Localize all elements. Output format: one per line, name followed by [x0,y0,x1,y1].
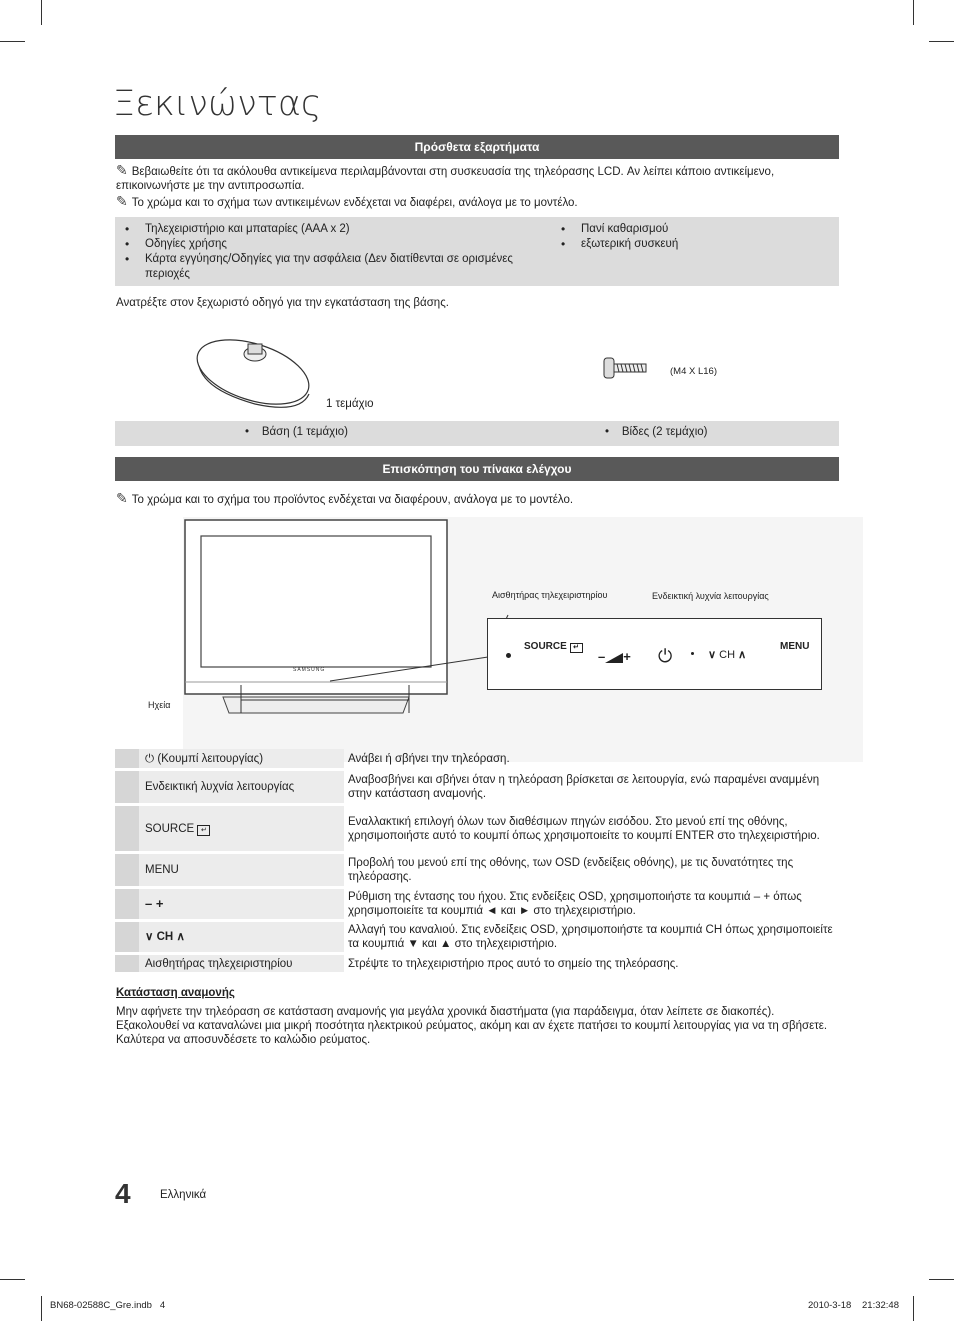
power-icon: ⏻ [145,752,155,765]
control-panel-closeup [487,618,822,690]
note-pencil-icon: ✎ [116,490,128,506]
accessories-list-right [551,222,831,252]
callout-remote-sensor: Αισθητήρας τηλεχειριστηρίου [492,590,608,600]
power-icon: ⏻ [658,646,673,666]
crop-mark [41,0,42,25]
stand-base-illustration [195,330,320,410]
callout-power-indicator: Ενδεικτική λυχνία λειτουργίας [652,591,769,601]
table-row: Ενδεικτική λυχνία λειτουργίας Αναβοσβήνει και σβήνει όταν η τηλεόραση βρίσκεται σε λειτουργία, ενώ παραμένει αναμμένη στην κατάσταση αναμονής. [115,771,839,803]
footer-file: BN68-02588C_Gre.indb 4 [50,1300,166,1311]
crop-mark [41,1296,42,1321]
list-item: • Κάρτα εγγύησης/Οδηγίες για την ασφάλεια (Δεν διατίθενται σε ορισμένες περιοχές [115,252,545,282]
stand-note: Ανατρέξτε στον ξεχωριστό οδηγό για την εγκατάσταση της βάσης. [116,297,449,309]
table-row: SOURCE ↵ Εναλλακτική επιλογή όλων των διαθέσιμων πηγών εισόδου. Στο μενού επί της οθόνης, χρησιμοποιήστε αυτό το κουμπί όπως χρησιμοποιείτε το κουμπί ENTER στο τηλεχειριστήριο. [115,806,839,851]
callout-speakers: Ηχεία [148,700,171,710]
footer-date: 2010-3-18 [808,1300,852,1311]
source-button[interactable]: SOURCE ↵ [524,641,583,653]
crop-mark [929,41,954,42]
page-title: Ξεκινώντας [113,84,322,124]
standby-heading: Κατάσταση αναμονής [116,987,235,999]
chevron-up-icon: ∧ [176,931,185,943]
list-item: • Οδηγίες χρήσης [115,237,545,252]
table-row: ∨ CH ∧ Αλλαγή του καναλιού. Στις ενδείξεις OSD, χρησιμοποιήστε τα κουμπιά CH όπως χρησιμοποιείτε τα κουμπιά ▼ και ▲ στο τηλεχειριστήριο. [115,922,839,952]
table-row: MENU Προβολή του μενού επί της οθόνης, των OSD (ενδείξεις οθόνης), με τις δυνατότητες της τηλεόρασης. [115,854,839,886]
accessories-list-left [115,222,545,282]
panel-header: Επισκόπηση του πίνακα ελέγχου [115,457,839,481]
chevron-down-icon: ∨ [708,649,717,661]
accessories-note-1: ✎ Βεβαιωθείτε ότι τα ακόλουθα αντικείμενα περιλαμβάνονται στη συσκευασία της τηλεόρασης LCD. Αν λείπει κάποιο αντικείμενο, επικοινωνήστε με την αντιπροσωπία. [116,162,775,192]
stand-label: • Βάση (1 τεμάχιο) [245,426,349,438]
crop-mark [0,41,25,42]
accessories-list-box [115,217,839,286]
enter-icon: ↵ [570,643,583,653]
controls-table [115,746,839,975]
crop-mark [913,0,914,25]
standby-text: Μην αφήνετε την τηλεόραση σε κατάσταση αναμονής για μεγάλα χρονικά διαστήματα (για παράδειγμα, όταν λείπετε σε διακοπές). Εξακολουθεί να καταναλώνει μια μικρή ποσότητα ηλεκτρικού ρεύματος, ακόμη και αν έχετε πατήσει το κουμπί λειτουργίας για να τη σβήσετε. Καλύτερα να αποσυνδέσετε το καλώδιο ρεύματος. [116,1006,828,1046]
crop-mark [913,1296,914,1321]
table-row: – + Ρύθμιση της έντασης του ήχου. Στις ενδείξεις OSD, χρησιμοποιήστε τα κουμπιά – + όπως χρησιμοποιείτε τα κουμπιά ◄ και ► στο τηλεχειριστήριο. [115,889,839,919]
page-language: Ελληνικά [160,1189,207,1201]
panel-note: ✎ Το χρώμα και το σχήμα του προϊόντος ενδέχεται να διαφέρουν, ανάλογα με το μοντέλο. [116,490,574,506]
channel-buttons[interactable]: ∨ CH ∧ [708,649,747,661]
table-row: Αισθητήρας τηλεχειριστηρίου Στρέψτε το τηλεχειριστήριο προς αυτό το σημείο της τηλεόρασης. [115,955,839,972]
volume-buttons[interactable]: – + [598,649,631,664]
table-row: ⏻ (Κουμπί λειτουργίας) Ανάβει ή σβήνει την τηλεόραση. [115,749,839,768]
enter-icon: ↵ [197,825,210,836]
accessories-note-2: ✎ Το χρώμα και το σχήμα των αντικειμένων ενδέχεται να διαφέρει, ανάλογα με το μοντέλο. [116,193,578,209]
page-number: 4 [115,1178,131,1209]
list-item: • Πανί καθαρισμού [551,222,831,237]
remote-sensor-dot [506,653,511,658]
note-pencil-icon: ✎ [116,162,128,178]
footer-time: 21:32:48 [862,1300,899,1311]
power-button[interactable] [658,646,672,667]
screw-illustration [602,356,650,380]
screw-spec: (M4 X L16) [670,366,717,377]
chevron-up-icon: ∧ [738,649,747,661]
tv-brand-logo: SAMSUNG [293,667,326,673]
note-pencil-icon: ✎ [116,193,128,209]
list-item: • εξωτερική συσκευή [551,237,831,252]
menu-button[interactable]: MENU [780,641,810,652]
crop-mark [929,1279,954,1280]
chevron-down-icon: ∨ [145,931,154,943]
volume-icon [605,653,623,663]
stand-screws-label-box [115,421,839,446]
screws-label: • Βίδες (2 τεμάχιο) [605,426,708,438]
accessories-header: Πρόσθετα εξαρτήματα [115,135,839,159]
list-item: • Τηλεχειριστήριο και μπαταρίες (AAA x 2) [115,222,545,237]
stand-quantity: 1 τεμάχιο [326,398,374,410]
power-indicator-dot [691,652,694,655]
crop-mark [0,1279,25,1280]
